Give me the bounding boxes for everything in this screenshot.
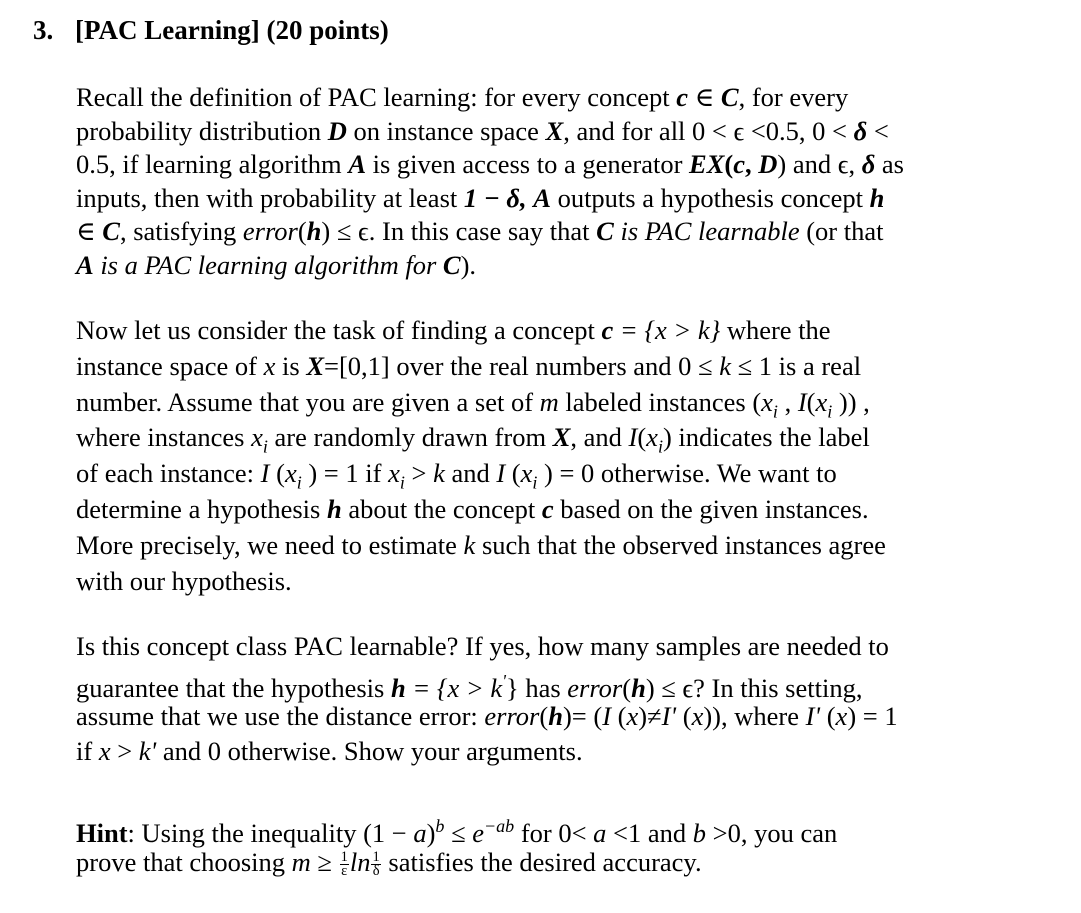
p4-line-2: prove that choosing m ≥ $\frac{1}{\varepsilon}$ ln $\frac{1}{\delta}$ satisfies the desired accuracy.: [76, 847, 702, 880]
fraction-one-over-epsilon: $\frac{1}{\varepsilon}$: [340, 848, 348, 880]
hint-label: Hint: [76, 817, 128, 848]
p1-line-1: Recall the definition of PAC learning: for every concept c ∈ C, for every: [76, 82, 849, 112]
question-paragraph: [76, 629, 988, 769]
p1-line-2: probability distribution D on instance space X, and for all 0 < ϵ <0.5, 0 < δ <: [76, 115, 889, 146]
p2-line-8: with our hypothesis.: [76, 565, 292, 596]
p1-line-4: inputs, then with probability at least 1 − δ, A outputs a hypothesis concept h: [76, 182, 885, 213]
p2-line-7: More precisely, we need to estimate k such that the observed instances agree: [76, 529, 886, 560]
p2-line-5: of each instance: I ($x_i$ ) = 1 if $x_i > k$ and I ($x_i$ ) = 0 otherwise. We want to: [76, 458, 837, 493]
p3-line-4: if x > k' and 0 otherwise. Show your arguments.: [76, 736, 583, 766]
question-number: 3.: [33, 15, 54, 45]
p1-line-6: A is a PAC learning algorithm for C).: [76, 249, 477, 280]
p2-line-1: Now let us consider the task of finding a concept c = {x > k} where the: [76, 315, 831, 345]
p3-line-3: assume that we use the distance error: error(h)= (I (x)≠I' (x)), where I' (x) = 1: [76, 701, 898, 731]
task-paragraph: [76, 313, 988, 599]
p2-line-6: determine a hypothesis h about the concept c based on the given instances.: [76, 493, 869, 524]
pac-definition-paragraph: [76, 81, 988, 282]
hint-paragraph: [76, 808, 988, 880]
p2-line-2: instance space of x is X=[0,1] over the real numbers and 0 ≤ k ≤ 1 is a real: [76, 350, 862, 381]
p2-line-4: where instances $x_i$ are randomly drawn from X, and $I(x_i)$ indicates the label: [76, 422, 870, 457]
p4-line-1: Hint: Using the inequality $(1 - a)^b \le e^{-ab}$ for 0< a <1 and b >0, you can: [76, 816, 838, 848]
p3-line-1: Is this concept class PAC learnable? If yes, how many samples are needed to: [76, 631, 889, 661]
p2-line-3: number. Assume that you are given a set of m labeled instances ($x_i$ , $I(x_i$ )) ,: [76, 386, 870, 421]
question-title: [PAC Learning] (20 points): [75, 15, 389, 45]
fraction-one-over-delta: $\frac{1}{\delta}$: [372, 848, 380, 880]
p1-line-5: ∈ C, satisfying error(h) ≤ ϵ. In this case say that C is PAC learnable (or that: [76, 216, 884, 246]
p3-line-2: guarantee that the hypothesis h = {x > k'} has error(h) ≤ ϵ? In this setting,: [76, 671, 863, 703]
question-heading: [33, 12, 389, 48]
p1-line-3: 0.5, if learning algorithm A is given access to a generator EX(c, D) and ϵ, δ as: [76, 149, 904, 179]
